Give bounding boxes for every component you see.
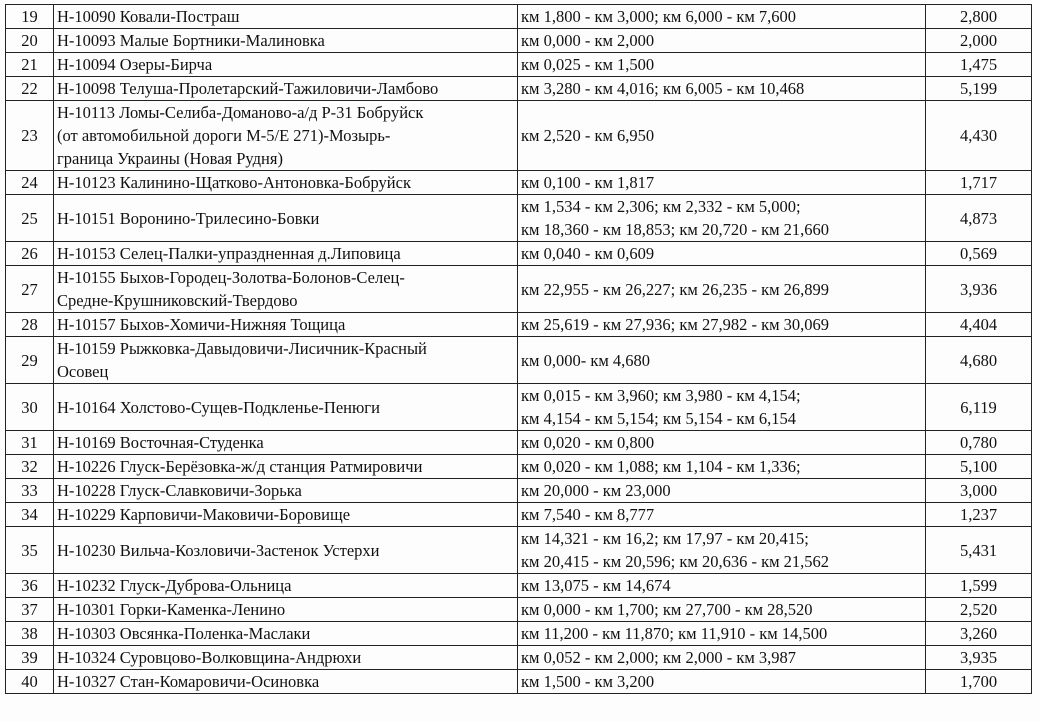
km-ranges — [518, 431, 926, 455]
row-number-text: 26 — [21, 244, 38, 263]
road-length-value: 4,680 — [959, 350, 998, 370]
road-name — [54, 479, 518, 503]
road-length — [926, 503, 1032, 527]
km-ranges — [518, 455, 926, 479]
row-number-text: 28 — [21, 315, 38, 334]
road-name — [54, 171, 518, 195]
km-ranges — [518, 598, 926, 622]
km-ranges — [518, 5, 926, 29]
km-range-line: км 0,015 - км 3,960; км 3,980 - км 4,154; — [521, 386, 801, 405]
road-name — [54, 431, 518, 455]
road-length-value: 1,599 — [959, 576, 998, 595]
road-length — [926, 384, 1032, 431]
km-ranges — [518, 479, 926, 503]
road-name-line: граница Украины (Новая Рудня) — [57, 149, 283, 168]
row-number — [6, 384, 54, 431]
road-name — [54, 384, 518, 431]
row-number-text: 22 — [21, 79, 38, 98]
km-ranges — [518, 646, 926, 670]
km-ranges — [518, 670, 926, 694]
table-row — [6, 527, 1032, 574]
road-name — [54, 313, 518, 337]
km-range-line: км 22,955 - км 26,227; км 26,235 - км 26,899 — [521, 279, 830, 299]
road-length — [926, 29, 1032, 53]
row-number-text: 36 — [21, 576, 38, 595]
row-number — [6, 431, 54, 455]
road-name-line: Н-10169 Восточная-Студенка — [57, 433, 264, 452]
road-length — [926, 171, 1032, 195]
road-name-line: Н-10228 Глуск-Славковичи-Зорька — [57, 481, 302, 500]
table-row — [6, 5, 1032, 29]
table-body — [6, 5, 1032, 694]
row-number-text: 29 — [21, 350, 38, 370]
km-ranges — [518, 77, 926, 101]
road-length-value: 1,700 — [959, 672, 998, 691]
row-number — [6, 337, 54, 384]
km-range-line: км 0,000 - км 2,000 — [521, 31, 655, 50]
table-row — [6, 455, 1032, 479]
road-name — [54, 29, 518, 53]
road-name-line: Н-10164 Холстово-Сущев-Подкленье-Пенюги — [57, 397, 380, 417]
road-name-line: Н-10155 Быхов-Городец-Золотва-Болонов-Селец- — [57, 268, 405, 287]
km-range-line: км 0,000- км 4,680 — [521, 350, 651, 370]
table-row — [6, 670, 1032, 694]
km-range-line: км 0,020 - км 1,088; км 1,104 - км 1,336; — [521, 457, 801, 476]
road-name — [54, 242, 518, 266]
km-ranges — [518, 29, 926, 53]
road-length-value: 6,119 — [960, 397, 997, 417]
row-number — [6, 29, 54, 53]
km-range-line: км 0,052 - км 2,000; км 2,000 - км 3,987 — [521, 648, 797, 667]
row-number-text: 30 — [21, 397, 38, 417]
road-name-line: Н-10327 Стан-Комаровичи-Осиновка — [57, 672, 320, 691]
row-number-text: 21 — [21, 55, 38, 74]
km-ranges — [518, 242, 926, 266]
road-name-line: Н-10301 Горки-Каменка-Ленино — [57, 600, 286, 619]
road-name — [54, 646, 518, 670]
table-row — [6, 503, 1032, 527]
km-ranges — [518, 171, 926, 195]
row-number-text: 35 — [21, 540, 38, 560]
road-length — [926, 670, 1032, 694]
road-name-line: Н-10226 Глуск-Берёзовка-ж/д станция Ратмировичи — [57, 457, 423, 476]
row-number — [6, 527, 54, 574]
row-number-text: 31 — [21, 433, 38, 452]
road-name-line: Н-10157 Быхов-Хомичи-Нижняя Тощица — [57, 315, 346, 334]
road-length-value: 0,569 — [959, 244, 998, 263]
road-length — [926, 479, 1032, 503]
km-ranges — [518, 503, 926, 527]
row-number-text: 20 — [21, 31, 38, 50]
road-length-value: 3,935 — [959, 648, 998, 667]
row-number-text: 33 — [21, 481, 38, 500]
road-length-value: 1,717 — [959, 173, 998, 192]
road-name-line: Н-10153 Селец-Палки-упраздненная д.Липовица — [57, 244, 401, 263]
row-number — [6, 622, 54, 646]
km-ranges — [518, 195, 926, 242]
km-ranges — [518, 337, 926, 384]
table-row — [6, 622, 1032, 646]
road-length-value: 2,000 — [959, 31, 998, 50]
km-range-line: км 20,415 - км 20,596; км 20,636 - км 21,562 — [521, 552, 830, 571]
road-name — [54, 337, 518, 384]
row-number-text: 34 — [21, 505, 38, 524]
road-length — [926, 53, 1032, 77]
row-number — [6, 313, 54, 337]
road-length-value: 2,520 — [959, 600, 998, 619]
row-number-text: 37 — [21, 600, 38, 619]
km-range-line: км 25,619 - км 27,936; км 27,982 - км 30,069 — [521, 315, 830, 334]
road-length-value: 4,430 — [959, 126, 998, 145]
road-name-line: Н-10123 Калинино-Щатково-Антоновка-Бобруйск — [57, 173, 411, 192]
road-name-line: Н-10094 Озеры-Бирча — [57, 55, 213, 74]
road-name — [54, 5, 518, 29]
road-length-value: 5,199 — [959, 79, 998, 98]
road-name-line: (от автомобильной дороги М-5/Е 271)-Мозырь- — [57, 126, 391, 145]
row-number — [6, 5, 54, 29]
row-number — [6, 242, 54, 266]
km-range-line: км 1,800 - км 3,000; км 6,000 - км 7,600 — [521, 7, 797, 26]
road-name-line: Н-10324 Суровцово-Волковщина-Андрюхи — [57, 648, 362, 667]
km-range-line: км 2,520 - км 6,950 — [521, 126, 655, 145]
km-range-line: км 1,500 - км 3,200 — [521, 672, 655, 691]
road-name-line: Н-10093 Малые Бортники-Малиновка — [57, 31, 325, 50]
road-length-value: 4,873 — [959, 208, 998, 228]
road-name-line: Н-10098 Телуша-Пролетарский-Тажиловичи-Ламбово — [57, 79, 439, 98]
table-row — [6, 242, 1032, 266]
road-name-line: Н-10159 Рыжковка-Давыдовичи-Лисичник-Красный — [57, 339, 427, 358]
road-length — [926, 101, 1032, 171]
km-range-line: км 13,075 - км 14,674 — [521, 576, 671, 595]
road-name-line: Н-10232 Глуск-Дуброва-Ольница — [57, 576, 292, 595]
row-number — [6, 503, 54, 527]
road-name — [54, 455, 518, 479]
row-number — [6, 195, 54, 242]
road-length — [926, 574, 1032, 598]
row-number — [6, 479, 54, 503]
km-range-line: км 14,321 - км 16,2; км 17,97 - км 20,415; — [521, 529, 809, 548]
road-length — [926, 5, 1032, 29]
road-length — [926, 266, 1032, 313]
road-length — [926, 527, 1032, 574]
km-ranges — [518, 574, 926, 598]
row-number — [6, 455, 54, 479]
km-range-line: км 11,200 - км 11,870; км 11,910 - км 14,500 — [521, 624, 828, 643]
road-name — [54, 77, 518, 101]
row-number-text: 32 — [21, 457, 38, 476]
km-range-line: км 0,100 - км 1,817 — [521, 173, 655, 192]
road-name — [54, 622, 518, 646]
road-length-value: 5,431 — [959, 540, 998, 560]
table-row — [6, 53, 1032, 77]
km-range-line: км 20,000 - км 23,000 — [521, 481, 671, 500]
table-row — [6, 646, 1032, 670]
row-number-text: 19 — [21, 7, 38, 26]
row-number — [6, 53, 54, 77]
road-length-value: 5,100 — [959, 457, 998, 476]
row-number-text: 23 — [21, 126, 38, 145]
table-row — [6, 598, 1032, 622]
km-range-line: км 0,000 - км 1,700; км 27,700 - км 28,520 — [521, 600, 813, 619]
road-length — [926, 646, 1032, 670]
table-row — [6, 29, 1032, 53]
row-number-text: 25 — [21, 208, 38, 228]
km-ranges — [518, 313, 926, 337]
row-number-text: 40 — [21, 672, 38, 691]
road-name-line: Средне-Крушниковский-Твердово — [57, 291, 298, 310]
km-range-line: км 0,025 - км 1,500 — [521, 55, 655, 74]
road-length-value: 1,237 — [959, 505, 998, 524]
km-range-line: км 0,020 - км 0,800 — [521, 433, 655, 452]
table-row — [6, 431, 1032, 455]
table-row — [6, 574, 1032, 598]
km-ranges — [518, 622, 926, 646]
road-length — [926, 313, 1032, 337]
road-length-value: 4,404 — [959, 315, 998, 334]
road-name — [54, 266, 518, 313]
km-range-line: км 0,040 - км 0,609 — [521, 244, 655, 263]
km-ranges — [518, 53, 926, 77]
row-number-text: 24 — [21, 173, 38, 192]
km-range-line: км 7,540 - км 8,777 — [521, 505, 655, 524]
road-length-value: 3,936 — [959, 279, 998, 299]
km-range-line: км 1,534 - км 2,306; км 2,332 - км 5,000; — [521, 197, 801, 216]
km-range-line: км 18,360 - км 18,853; км 20,720 - км 21,660 — [521, 220, 830, 239]
road-name-line: Н-10230 Вильча-Козловичи-Застенок Устерхи — [57, 540, 380, 560]
road-name — [54, 598, 518, 622]
road-length — [926, 431, 1032, 455]
road-length — [926, 77, 1032, 101]
table-row — [6, 479, 1032, 503]
row-number — [6, 77, 54, 101]
row-number-text: 39 — [21, 648, 38, 667]
road-name — [54, 670, 518, 694]
road-name-line: Н-10229 Карповичи-Маковичи-Боровище — [57, 505, 351, 524]
km-ranges — [518, 527, 926, 574]
row-number-text: 27 — [21, 279, 38, 299]
km-range-line: км 3,280 - км 4,016; км 6,005 - км 10,468 — [521, 79, 805, 98]
km-range-line: км 4,154 - км 5,154; км 5,154 - км 6,154 — [521, 409, 797, 428]
row-number — [6, 670, 54, 694]
road-name-line: Н-10113 Ломы-Селиба-Доманово-а/д Р-31 Бобруйск — [57, 103, 424, 122]
road-name — [54, 527, 518, 574]
road-name — [54, 195, 518, 242]
row-number — [6, 646, 54, 670]
road-name — [54, 503, 518, 527]
table-row — [6, 313, 1032, 337]
row-number — [6, 598, 54, 622]
road-length-value: 3,000 — [959, 481, 998, 500]
road-length — [926, 242, 1032, 266]
row-number — [6, 171, 54, 195]
road-length — [926, 337, 1032, 384]
road-name — [54, 101, 518, 171]
road-name — [54, 574, 518, 598]
road-name-line: Н-10151 Воронино-Трилесино-Бовки — [57, 208, 320, 228]
road-name-line: Н-10303 Овсянка-Поленка-Маслаки — [57, 624, 311, 643]
road-name-line: Н-10090 Ковали-Постраш — [57, 7, 240, 26]
road-length — [926, 195, 1032, 242]
road-name — [54, 53, 518, 77]
road-length-value: 3,260 — [959, 624, 998, 643]
table-row — [6, 266, 1032, 313]
table-row — [6, 101, 1032, 171]
table-row — [6, 171, 1032, 195]
road-name-line: Осовец — [57, 362, 109, 381]
table-row — [6, 337, 1032, 384]
km-ranges — [518, 101, 926, 171]
row-number — [6, 266, 54, 313]
row-number-text: 38 — [21, 624, 38, 643]
row-number — [6, 574, 54, 598]
road-length-value: 1,475 — [959, 55, 998, 74]
table-row — [6, 77, 1032, 101]
row-number — [6, 101, 54, 171]
table-row — [6, 384, 1032, 431]
road-length — [926, 455, 1032, 479]
roads-table — [5, 4, 1032, 694]
road-length-value: 0,780 — [959, 433, 998, 452]
road-length — [926, 598, 1032, 622]
road-length-value: 2,800 — [959, 7, 998, 26]
table-row — [6, 195, 1032, 242]
km-ranges — [518, 266, 926, 313]
road-length — [926, 622, 1032, 646]
km-ranges — [518, 384, 926, 431]
